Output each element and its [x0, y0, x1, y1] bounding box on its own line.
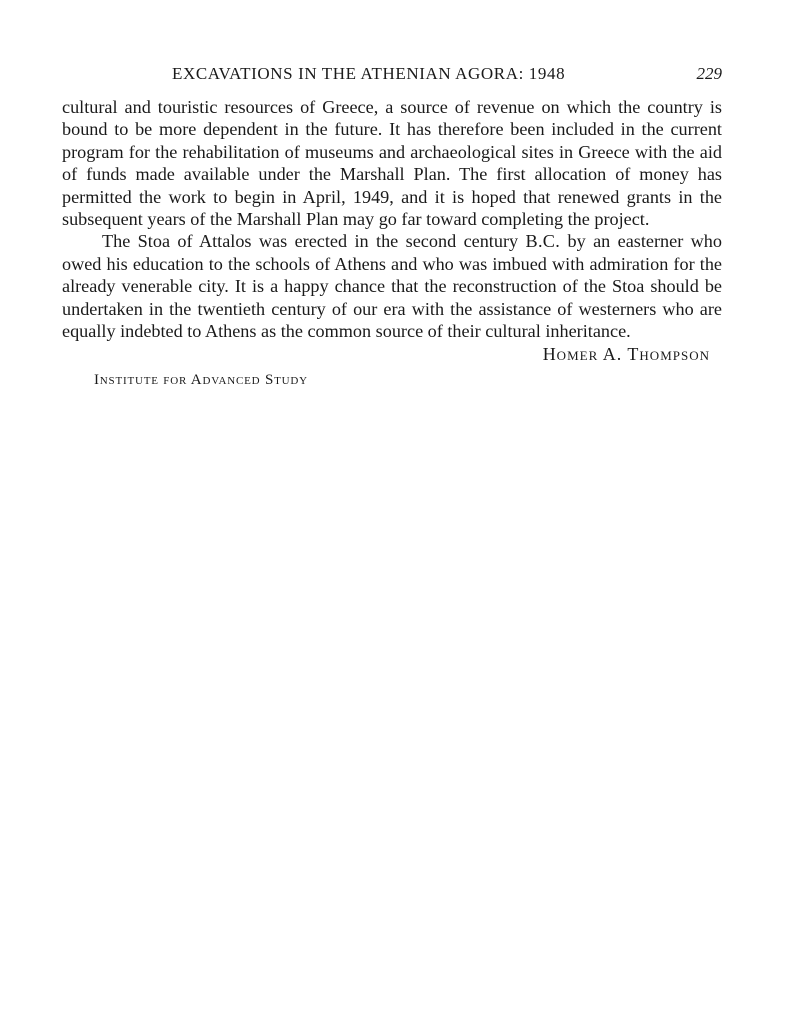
body-text — [62, 96, 722, 342]
running-header — [62, 64, 722, 92]
paragraph-stoa — [62, 230, 722, 342]
author-affiliation: Institute for Advanced Study — [94, 372, 308, 389]
paragraph-continuation: cultural and touristic resources of Greece, a source of revenue on which the country is bound to be more dependent in the future. It has therefore been included in the current program for the rehabilitation of museums and archaeological sites in Greece with the aid of funds made available under the Marshall Plan. The first allocation of money has permitted the work to begin in April, 1949, and it is hoped that renewed grants in the subsequent years of the Marshall Plan may go far toward completing the project. — [62, 97, 722, 230]
article-page — [62, 64, 722, 389]
running-title: EXCAVATIONS IN THE ATHENIAN AGORA: 1948 — [172, 64, 566, 83]
paragraph-text-before: The Stoa of Attalos was erected in the second century — [102, 231, 526, 252]
page-number: 229 — [696, 64, 722, 83]
paragraph-text-after: by an easterner who owed his education to the schools of Athens and who was imbued with admiration for the already venerable city. It is a happy chance that the reconstruction of the Stoa should be undertaken in the twentieth century of our era with the assistance of westerners who are equally indebted to Athens as the common source of their cultural inheritance. — [62, 231, 722, 342]
author-signature: Homer A. Thompson — [542, 344, 710, 365]
era-abbreviation: B.C. — [525, 231, 561, 252]
